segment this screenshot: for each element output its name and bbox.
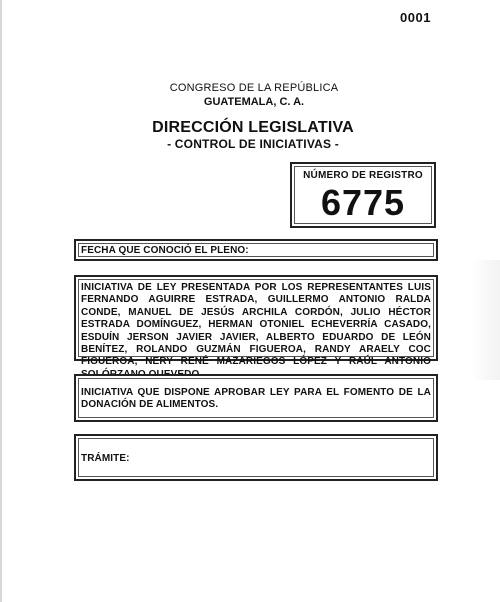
congress-name: CONGRESO DE LA REPÚBLICA	[169, 82, 339, 94]
page-number: 0001	[400, 10, 431, 25]
tramite-label: TRÁMITE:	[81, 453, 130, 464]
autores-text: INICIATIVA DE LEY PRESENTADA POR LOS REPRESENTANTES LUIS FERNANDO AGUIRRE ESTRADA, GUILLERMO ANTONIO RALDA CONDE, MANUEL DE JESÚS ARCHILA CORDÓN, JULIO HÉCTOR ESTRADA DOMÍNGUEZ, HERMAN OTONIEL ECHEVERRÍA CASADO, ESDUÍN JERSON JAVIER JAVIER, ALBERTO EDUARDO DE LEÓN BENÍTEZ, ROLANDO GUZMÁN FIGUEROA, RANDY ARAELY COC FIGUEROA, NERY RENÉ MAZARIEGOS LÓPEZ Y RAÚL ANTONIO SOLÓRZANO QUEVEDO.	[81, 282, 431, 380]
document-title: DIRECCIÓN LEGISLATIVA	[152, 119, 354, 136]
registro-number: 6775	[320, 182, 406, 223]
fecha-label: FECHA QUE CONOCIÓ EL PLENO:	[81, 245, 249, 256]
registro-box	[290, 162, 436, 228]
descripcion-text: INICIATIVA QUE DISPONE APROBAR LEY PARA EL FOMENTO DE LA DONACIÓN DE ALIMENTOS.	[81, 387, 431, 411]
descripcion-box	[74, 374, 438, 422]
header	[0, 81, 500, 109]
autores-box	[74, 275, 438, 380]
fecha-box	[74, 239, 438, 261]
city-name: GUATEMALA, C. A.	[203, 96, 305, 108]
tramite-box	[74, 434, 438, 481]
scan-shadow	[470, 260, 500, 380]
document-subtitle: - CONTROL DE INICIATIVAS -	[167, 137, 339, 151]
registro-label: NÚMERO DE REGISTRO	[303, 170, 423, 181]
